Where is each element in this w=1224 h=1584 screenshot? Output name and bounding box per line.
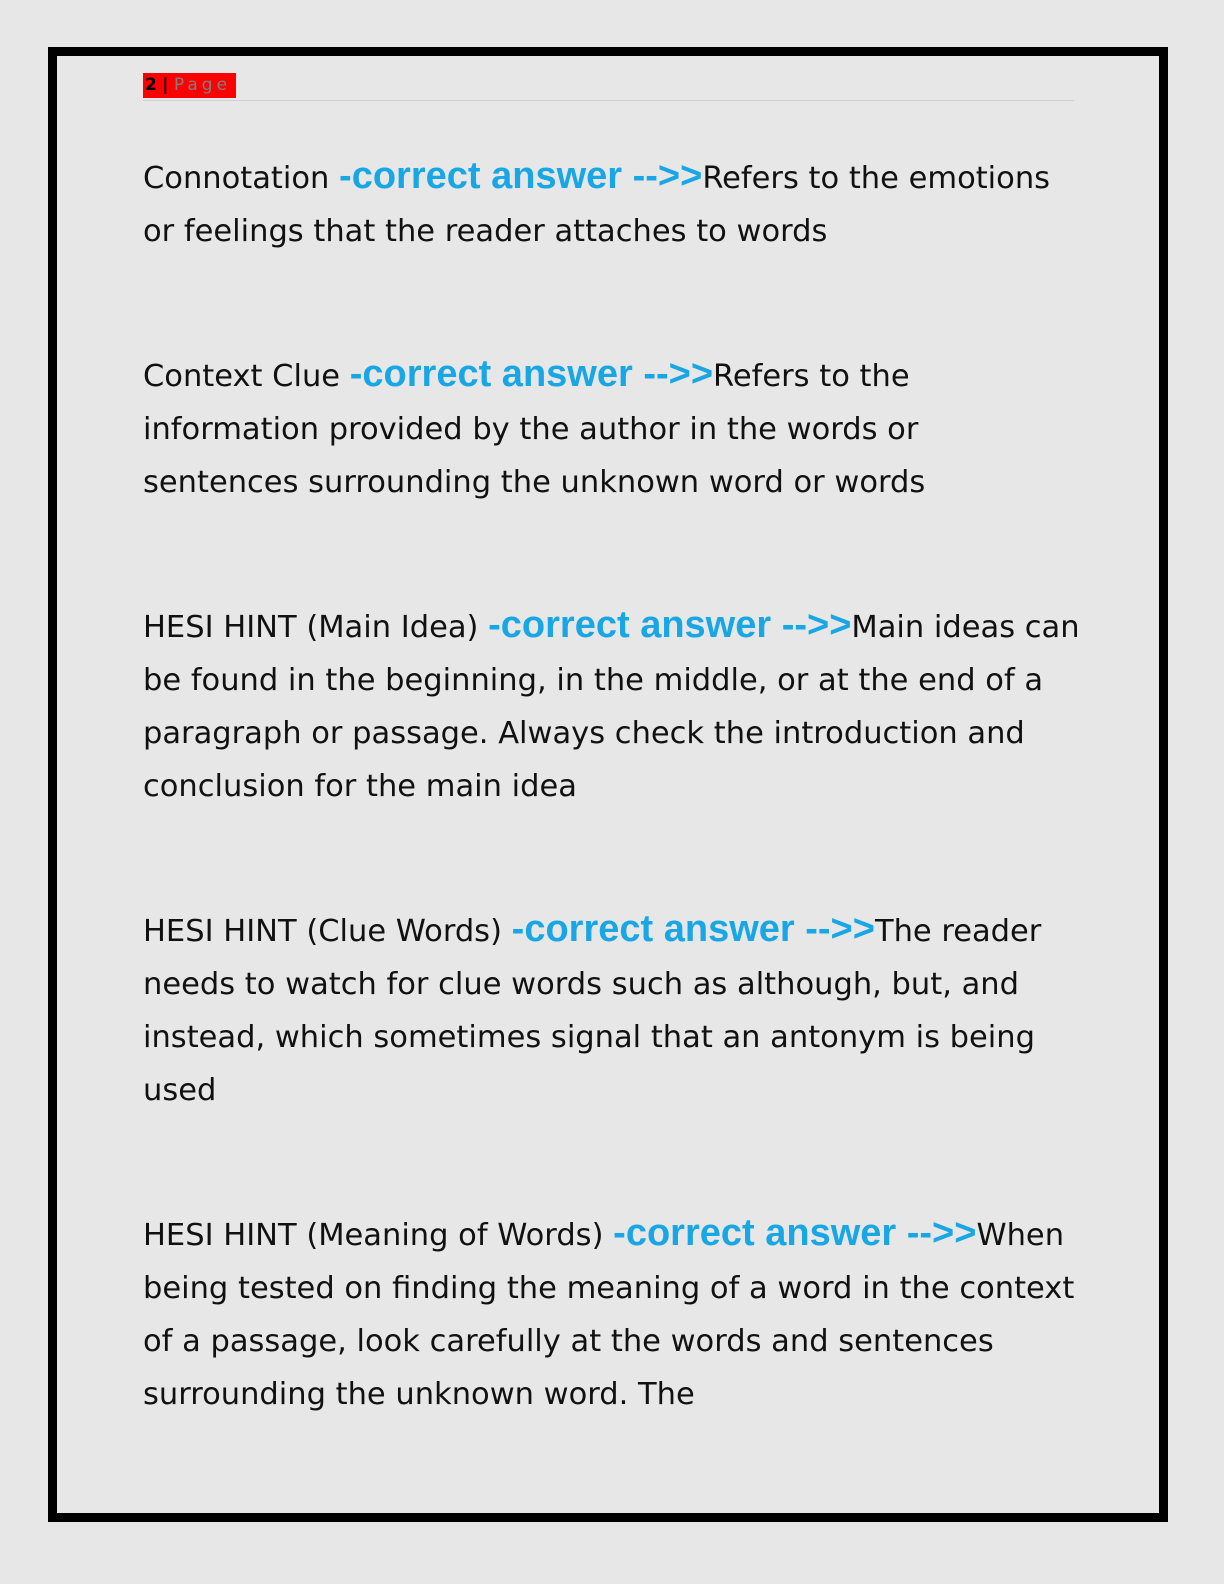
entry-definition: Main ideas can be found in the beginning, in the middle, or at the end of a paragraph or passage. Always check the introduction and conclusion for the main idea (143, 610, 1080, 804)
entry-definition: The reader needs to watch for clue words such as although, but, and instead, which sometimes signal that an antonym is being used (143, 914, 1042, 1108)
answer-marker: -correct answer -->> (613, 1212, 977, 1254)
entry-term: HESI HINT (Clue Words) (143, 914, 512, 949)
answer-marker: -correct answer -->> (349, 353, 714, 395)
entry-definition: Refers to the information provided by the author in the words or sentences surrounding the unknown word or words (143, 359, 926, 500)
entry-definition: Refers to the emotions or feelings that the reader attaches to words (143, 161, 1051, 249)
entry-definition: When being tested on finding the meaning of a word in the context of a passage, look carefully at the words and sentences surrounding the unknown word. The (143, 1218, 1075, 1412)
entry-term: Context Clue (143, 359, 350, 394)
page-separator: | (162, 75, 169, 95)
answer-marker: -correct answer -->> (488, 604, 852, 646)
page-header (143, 73, 1074, 101)
entry-main-idea (143, 599, 1083, 813)
entry-context-clue (143, 348, 1083, 509)
document-body (143, 150, 1083, 1421)
entry-connotation (143, 150, 1083, 258)
entry-term: HESI HINT (Meaning of Words) (143, 1218, 614, 1253)
entry-meaning-of-words (143, 1207, 1083, 1421)
page-number-label (143, 73, 236, 98)
entry-term: Connotation (143, 161, 340, 196)
page-word: Page (173, 75, 232, 95)
entry-clue-words (143, 903, 1083, 1117)
answer-marker: -correct answer -->> (339, 155, 703, 197)
answer-marker: -correct answer -->> (511, 908, 875, 950)
page-number: 2 (145, 75, 157, 95)
entry-term: HESI HINT (Main Idea) (143, 610, 489, 645)
